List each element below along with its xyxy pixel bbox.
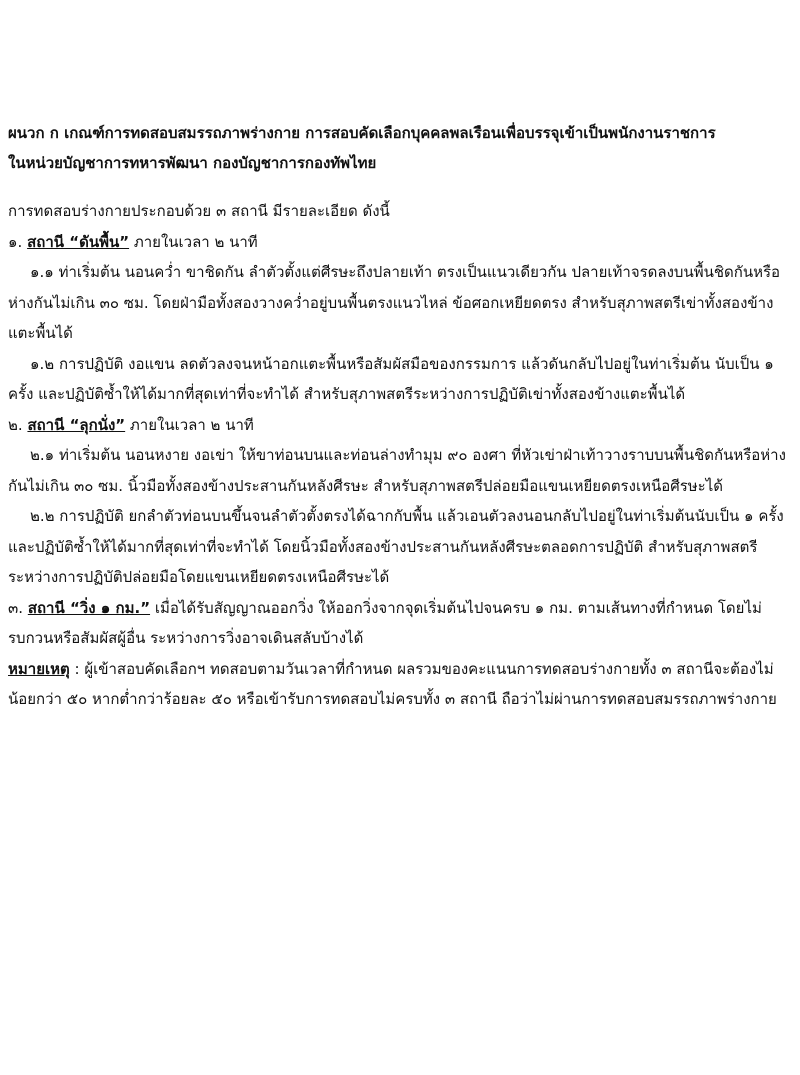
intro-paragraph: การทดสอบร่างกายประกอบด้วย ๓ สถานี มีรายละเอียด ดังนี้: [8, 202, 390, 220]
heading-line-2: ในหน่วยบัญชาการทหารพัฒนา กองบัญชาการกองทัพไทย: [8, 154, 377, 172]
station-1-item-1: ๑.๑ ท่าเริ่มต้น นอนคว่ำ ขาชิดกัน ลำตัวตั้งแต่ศีรษะถึงปลายเท้า ตรงเป็นแนวเดียวกัน ปลายเท้าจรดลงบนพื้นชิดกันหรือห่างกันไม่เกิน ๓๐ ซม. โดยฝ่ามือทั้งสองวางคว่ำอยู่บนพื้นตรงแนวไหล่ ข้อศอกเหยียดตรง สำหรับสุภาพสตรีเข่าทั้งสองข้างแตะพื้นได้: [8, 263, 781, 342]
station-3-paragraph: [8, 593, 794, 654]
note-label: หมายเหตุ: [8, 659, 70, 678]
station-1-number: ๑.: [8, 232, 23, 251]
station-2-title: [8, 410, 794, 441]
station-1-title: [8, 227, 794, 258]
station-2-time: ภายในเวลา ๒ นาที: [125, 415, 254, 434]
document-heading: [8, 118, 794, 178]
station-1-item-2: ๑.๒ การปฏิบัติ งอแขน ลดตัวลงจนหน้าอกแตะพื้นหรือสัมผัสมือของกรรมการ แล้วดันกลับไปอยู่ในท่าเริ่มต้น นับเป็น ๑ ครั้ง และปฏิบัติซ้ำให้ได้มากที่สุดเท่าที่จะทำได้ สำหรับสุภาพสตรีระหว่างการปฏิบัติเข่าทั้งสองข้างแตะพื้นได้: [8, 354, 774, 403]
station-2-name: สถานี “ลุกนั่ง”: [27, 415, 126, 434]
station-3-name: สถานี “วิ่ง ๑ กม.”: [27, 598, 151, 617]
note-paragraph: [8, 654, 794, 715]
station-2-item-2: ๒.๒ การปฏิบัติ ยกลำตัวท่อนบนขึ้นจนลำตัวตั้งตรงได้ฉากกับพื้น แล้วเอนตัวลงนอนกลับไปอยู่ในท่าเริ่มต้นนับเป็น ๑ ครั้ง และปฏิบัติซ้ำให้ได้มากที่สุดเท่าที่จะทำได้ โดยนิ้วมือทั้งสองข้างประสานกันหลังศีรษะตลอดการปฏิบัติ สำหรับสุภาพสตรีระหว่างการปฏิบัติปล่อยมือโดยแขนเหยียดตรงเหนือศีรษะได้: [8, 507, 784, 586]
station-2-item-1: ๒.๑ ท่าเริ่มต้น นอนหงาย งอเข่า ให้ขาท่อนบนและท่อนล่างทำมุม ๙๐ องศา ที่หัวเข่าฝ่าเท้าวางราบบนพื้นชิดกันหรือห่างกันไม่เกิน ๓๐ ซม. นิ้วมือทั้งสองข้างประสานกันหลังศีรษะ สำหรับสุภาพสตรีปล่อยมือแขนเหยียดตรงเหนือศีรษะได้: [8, 446, 786, 495]
station-1-name: สถานี “ดันพื้น”: [27, 232, 130, 251]
heading-line-1: ผนวก ก เกณฑ์การทดสอบสมรรถภาพร่างกาย การสอบคัดเลือกบุคคลพลเรือนเพื่อบรรจุเข้าเป็นพนักงานราชการ: [8, 124, 716, 142]
station-3-text: เมื่อได้รับสัญญาณออกวิ่ง ให้ออกวิ่งจากจุดเริ่มต้นไปจนครบ ๑ กม. ตามเส้นทางที่กำหนด โดยไม่รบกวนหรือสัมผัสผู้อื่น ระหว่างการวิ่งอาจเดินสลับบ้างได้: [8, 598, 762, 647]
station-1-time: ภายในเวลา ๒ นาที: [129, 232, 258, 251]
station-2-number: ๒.: [8, 415, 23, 434]
station-3-number: ๓.: [8, 598, 24, 617]
note-text: : ผู้เข้าสอบคัดเลือกฯ ทดสอบตามวันเวลาที่กำหนด ผลรวมของคะแนนการทดสอบร่างกายทั้ง ๓ สถานีจะต้องไม่น้อยกว่า ๕๐ หากต่ำกว่าร้อยละ ๕๐ หรือเข้ารับการทดสอบไม่ครบทั้ง ๓ สถานี ถือว่าไม่ผ่านการทดสอบสมรรถภาพร่างกาย: [8, 659, 777, 708]
